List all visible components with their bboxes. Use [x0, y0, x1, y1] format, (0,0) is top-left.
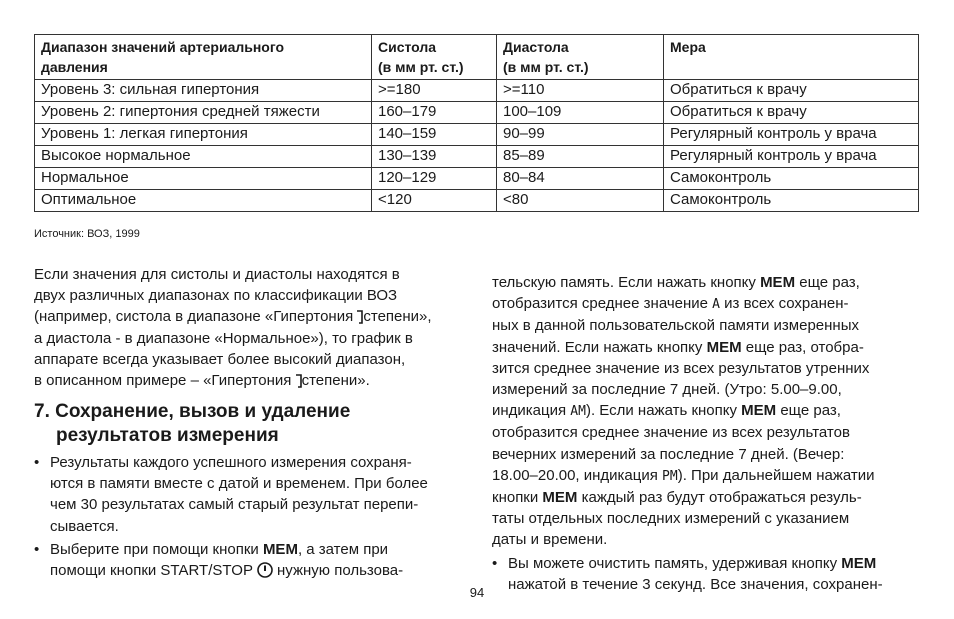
cell-systole: 120–129 [372, 168, 497, 190]
left-column-paragraph [34, 264, 469, 391]
blood-pressure-table [34, 34, 919, 212]
text-line: аппарате всегда указывает более высокий диапазон, [34, 350, 406, 368]
cell-diastole: 90–99 [497, 124, 664, 146]
cell-action: Самоконтроль [664, 190, 919, 212]
text-line: (например, систола в диапазоне «Гипертония степени», [34, 308, 432, 326]
cell-diastole: <80 [497, 190, 664, 212]
morning-display-icon: AM [570, 404, 586, 420]
table-row [35, 80, 919, 102]
cell-diastole: 85–89 [497, 146, 664, 168]
list-item: • Вы можете очистить память, удерживая кнопку MEM нажатой в течение 3 секунд. Все значения, сохранен- [492, 554, 883, 593]
cell-diastole: >=110 [497, 80, 664, 102]
bullet-icon: • [492, 554, 498, 572]
table-source: Источник: ВОЗ, 1999 [34, 228, 140, 240]
text-line: в описанном примере – «Гипертония степени». [34, 372, 370, 390]
cell-range: Уровень 3: сильная гипертония [35, 80, 372, 102]
cell-systole: >=180 [372, 80, 497, 102]
cell-action: Обратиться к врачу [664, 102, 919, 124]
table-row [35, 146, 919, 168]
cell-diastole: 80–84 [497, 168, 664, 190]
evening-display-icon: PM [662, 468, 678, 484]
bullet-icon: • [34, 540, 40, 558]
table-row [35, 190, 919, 212]
cell-range: Уровень 2: гипертония средней тяжести [35, 102, 372, 124]
right-column-paragraph: тельскую память. Если нажать кнопку MEM еще раз, отобразится среднее значение A из всех сохранен- ных в данной пользовательской памяти измеренных значений. Если нажать кнопку MEM еще раз, отобра- зится среднее значение из всех результатов утренних измерений за последние 7 дней. (Утро: 5.00–9.00, индикация AM). Если нажать кнопку MEM еще раз, отобразится среднее значение из всех результатов вечерних измерений за последние 7 дней. (Вечер: 18.00–20.00, индикация PM). При дальнейшем нажатии кнопки MEM каждый раз будут отображаться резуль- таты отдельных последних измерений с указанием даты и времени. • Вы можете очистить память, удерживая кнопку MEM нажатой в течение 3 секунд. Все значения, сохранен- [492, 272, 922, 595]
header-range: Диапазон значений артериального давления [35, 35, 372, 80]
cell-action: Самоконтроль [664, 168, 919, 190]
cell-range: Оптимальное [35, 190, 372, 212]
power-icon [257, 562, 273, 578]
text-line: двух различных диапазонах по классификации ВОЗ [34, 287, 398, 305]
cell-range: Нормальное [35, 168, 372, 190]
list-item: • Выберите при помощи кнопки MEM, а затем при помощи кнопки START/STOP нужную пользова- [34, 540, 404, 580]
header-action: Мера [664, 35, 919, 80]
left-bullets [34, 452, 474, 581]
header-diastole: Диастола (в мм рт. ст.) [497, 35, 664, 80]
cell-systole: 140–159 [372, 124, 497, 146]
cell-action: Регулярный контроль у врача [664, 146, 919, 168]
table-row [35, 168, 919, 190]
mem-label: MEM [262, 540, 298, 558]
header-systole: Систола (в мм рт. ст.) [372, 35, 497, 80]
text-line: а диастола - в диапазоне «Нормальное»), то график в [34, 329, 413, 347]
page-number: 94 [469, 585, 485, 600]
average-display-icon: A [712, 297, 720, 313]
table-row [35, 124, 919, 146]
section-heading: 7. Сохранение, вызов и удаление результатов измерения [34, 401, 351, 446]
cell-range: Уровень 1: легкая гипертония [35, 124, 372, 146]
cell-systole: 130–139 [372, 146, 497, 168]
cell-action: Регулярный контроль у врача [664, 124, 919, 146]
cell-systole: 160–179 [372, 102, 497, 124]
list-item: • Результаты каждого успешного измерения сохраня- ются в памяти вместе с датой и временем. При более чем 30 результатах самый старый результат перепи- сывается. [34, 454, 428, 535]
table-header-row [35, 35, 919, 80]
cell-diastole: 100–109 [497, 102, 664, 124]
cell-systole: <120 [372, 190, 497, 212]
text-line: Если значения для систолы и диастолы находятся в [34, 266, 400, 283]
cell-range: Высокое нормальное [35, 146, 372, 168]
table-row [35, 102, 919, 124]
bullet-icon: • [34, 454, 40, 471]
cell-action: Обратиться к врачу [664, 80, 919, 102]
